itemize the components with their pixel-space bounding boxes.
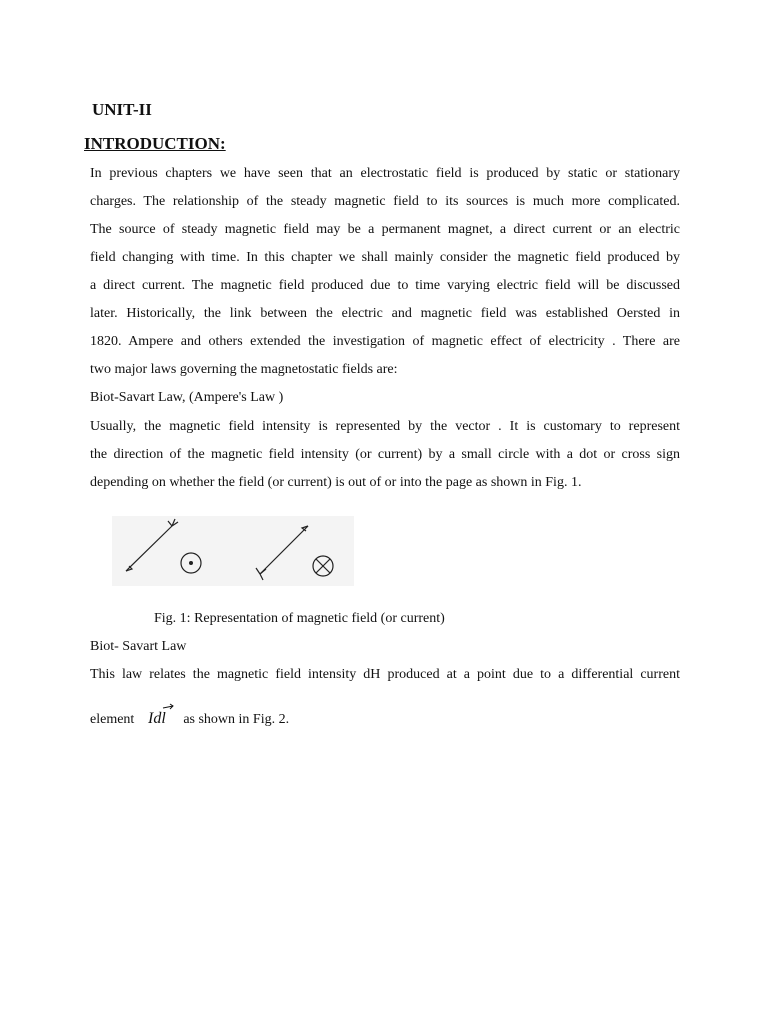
element-prefix: element <box>90 712 135 727</box>
usually-line-3: depending on whether the field (or current) is out of or into the page as shown in Fig. 1. <box>90 475 582 490</box>
intro-line-1: In previous chapters we have seen that an electrostatic field is produced by static or stationary <box>90 166 680 181</box>
usually-line-2: the direction of the magnetic field intensity (or current) by a small circle with a dot or cross sign <box>90 447 680 462</box>
element-line <box>90 703 289 734</box>
intro-line-3: The source of steady magnetic field may be a permanent magnet, a direct current or an electric <box>90 222 680 237</box>
biot-savart-heading: Biot- Savart Law <box>90 639 187 654</box>
usually-line-1: Usually, the magnetic field intensity is represented by the vector . It is customary to represent <box>90 419 680 434</box>
laws-line: Biot-Savart Law, (Ampere's Law ) <box>90 390 284 405</box>
fig1-magnetic-field-representation <box>112 516 354 586</box>
biot-line: This law relates the magnetic field intensity dH produced at a point due to a differential current <box>90 667 680 682</box>
idl-vector-symbol <box>146 703 176 729</box>
intro-line-5: a direct current. The magnetic field produced due to time varying electric field will be discussed <box>90 278 680 293</box>
intro-line-6: later. Historically, the link between the electric and magnetic field was established Oersted in <box>90 306 680 321</box>
idl-symbol-text: Idl <box>147 710 166 727</box>
unit-heading: UNIT-II <box>92 100 152 119</box>
intro-line-2: charges. The relationship of the steady magnetic field to its sources is much more complicated. <box>90 194 680 209</box>
fig1-caption: Fig. 1: Representation of magnetic field (or current) <box>154 611 445 626</box>
intro-line-4: field changing with time. In this chapter we shall mainly consider the magnetic field produced by <box>90 250 680 265</box>
element-suffix: as shown in Fig. 2. <box>183 712 290 727</box>
intro-line-8: two major laws governing the magnetostatic fields are: <box>90 362 398 377</box>
intro-line-7: 1820. Ampere and others extended the investigation of magnetic effect of electricity . There are <box>90 334 680 349</box>
introduction-heading: INTRODUCTION: <box>84 134 226 153</box>
